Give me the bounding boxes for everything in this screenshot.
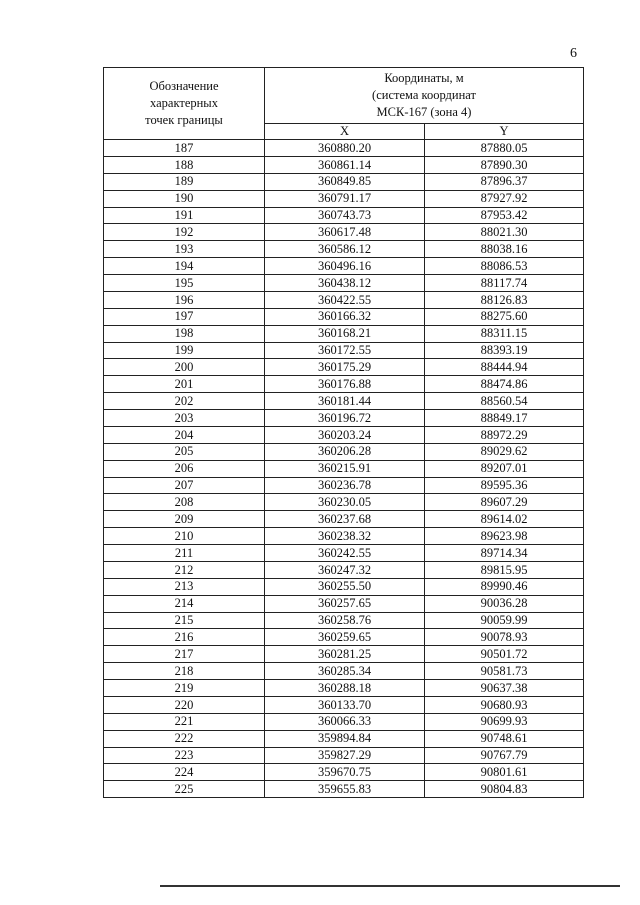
point-number-cell: 210 — [104, 528, 265, 545]
point-number-cell: 218 — [104, 663, 265, 680]
y-coordinate-cell: 88275.60 — [425, 308, 584, 325]
table-row — [104, 173, 584, 190]
table-row — [104, 730, 584, 747]
x-coordinate-cell: 360196.72 — [265, 410, 425, 427]
x-coordinate-cell: 360066.33 — [265, 713, 425, 730]
y-coordinate-cell: 88086.53 — [425, 258, 584, 275]
y-coordinate-cell: 87896.37 — [425, 173, 584, 190]
table-row — [104, 595, 584, 612]
x-coordinate-cell: 359655.83 — [265, 781, 425, 798]
y-coordinate-cell: 90801.61 — [425, 764, 584, 781]
table-row — [104, 713, 584, 730]
table-row — [104, 629, 584, 646]
y-coordinate-cell: 90748.61 — [425, 730, 584, 747]
y-coordinate-cell: 88444.94 — [425, 359, 584, 376]
table-row — [104, 561, 584, 578]
point-number-cell: 211 — [104, 545, 265, 562]
header-y: Y — [425, 124, 584, 140]
y-coordinate-cell: 90501.72 — [425, 646, 584, 663]
y-coordinate-cell: 89815.95 — [425, 561, 584, 578]
x-coordinate-cell: 360168.21 — [265, 325, 425, 342]
x-coordinate-cell: 360206.28 — [265, 443, 425, 460]
point-number-cell: 207 — [104, 477, 265, 494]
point-number-cell: 191 — [104, 207, 265, 224]
point-number-cell: 189 — [104, 173, 265, 190]
x-coordinate-cell: 360236.78 — [265, 477, 425, 494]
table-row — [104, 342, 584, 359]
table-row — [104, 443, 584, 460]
y-coordinate-cell: 90699.93 — [425, 713, 584, 730]
point-number-cell: 224 — [104, 764, 265, 781]
point-number-cell: 217 — [104, 646, 265, 663]
table-row — [104, 663, 584, 680]
table-row — [104, 190, 584, 207]
point-number-cell: 201 — [104, 376, 265, 393]
table-row — [104, 325, 584, 342]
y-coordinate-cell: 88972.29 — [425, 426, 584, 443]
point-number-cell: 221 — [104, 713, 265, 730]
y-coordinate-cell: 88393.19 — [425, 342, 584, 359]
table-body — [104, 140, 584, 798]
x-coordinate-cell: 360230.05 — [265, 494, 425, 511]
table-row — [104, 511, 584, 528]
x-coordinate-cell: 360288.18 — [265, 680, 425, 697]
x-coordinate-cell: 360203.24 — [265, 426, 425, 443]
point-number-cell: 199 — [104, 342, 265, 359]
table-row — [104, 494, 584, 511]
y-coordinate-cell: 89029.62 — [425, 443, 584, 460]
coordinates-table — [103, 67, 584, 798]
table-row — [104, 528, 584, 545]
y-coordinate-cell: 89614.02 — [425, 511, 584, 528]
point-number-cell: 205 — [104, 443, 265, 460]
x-coordinate-cell: 360257.65 — [265, 595, 425, 612]
x-coordinate-cell: 360791.17 — [265, 190, 425, 207]
table-row — [104, 140, 584, 157]
y-coordinate-cell: 89990.46 — [425, 578, 584, 595]
point-number-cell: 204 — [104, 426, 265, 443]
table-row — [104, 393, 584, 410]
y-coordinate-cell: 88038.16 — [425, 241, 584, 258]
x-coordinate-cell: 359670.75 — [265, 764, 425, 781]
point-number-cell: 195 — [104, 275, 265, 292]
y-coordinate-cell: 87880.05 — [425, 140, 584, 157]
table-row — [104, 477, 584, 494]
table-row — [104, 156, 584, 173]
point-number-cell: 220 — [104, 696, 265, 713]
y-coordinate-cell: 88117.74 — [425, 275, 584, 292]
y-coordinate-cell: 90680.93 — [425, 696, 584, 713]
table-row — [104, 612, 584, 629]
table-row — [104, 680, 584, 697]
y-coordinate-cell: 87890.30 — [425, 156, 584, 173]
y-coordinate-cell: 89607.29 — [425, 494, 584, 511]
page-number: 6 — [570, 46, 577, 61]
point-number-cell: 214 — [104, 595, 265, 612]
x-coordinate-cell: 360281.25 — [265, 646, 425, 663]
y-coordinate-cell: 87953.42 — [425, 207, 584, 224]
header-coordinates-line: (система координат — [372, 88, 476, 102]
y-coordinate-cell: 88021.30 — [425, 224, 584, 241]
y-coordinate-cell: 88311.15 — [425, 325, 584, 342]
table-row — [104, 646, 584, 663]
x-coordinate-cell: 360237.68 — [265, 511, 425, 528]
x-coordinate-cell: 360255.50 — [265, 578, 425, 595]
point-number-cell: 216 — [104, 629, 265, 646]
point-number-cell: 194 — [104, 258, 265, 275]
y-coordinate-cell: 90637.38 — [425, 680, 584, 697]
y-coordinate-cell: 90036.28 — [425, 595, 584, 612]
table-row — [104, 275, 584, 292]
x-coordinate-cell: 360259.65 — [265, 629, 425, 646]
table-row — [104, 376, 584, 393]
table-row — [104, 241, 584, 258]
point-number-cell: 196 — [104, 291, 265, 308]
x-coordinate-cell: 360496.16 — [265, 258, 425, 275]
table-row — [104, 207, 584, 224]
x-coordinate-cell: 360215.91 — [265, 460, 425, 477]
x-coordinate-cell: 360586.12 — [265, 241, 425, 258]
x-coordinate-cell: 360181.44 — [265, 393, 425, 410]
point-number-cell: 198 — [104, 325, 265, 342]
y-coordinate-cell: 87927.92 — [425, 190, 584, 207]
header-coordinates — [265, 68, 584, 124]
x-coordinate-cell: 360238.32 — [265, 528, 425, 545]
x-coordinate-cell: 360285.34 — [265, 663, 425, 680]
point-number-cell: 209 — [104, 511, 265, 528]
point-number-cell: 188 — [104, 156, 265, 173]
point-number-cell: 213 — [104, 578, 265, 595]
header-coordinates-line: МСК-167 (зона 4) — [376, 105, 472, 119]
header-points-line: Обозначение — [149, 79, 219, 93]
x-coordinate-cell: 360166.32 — [265, 308, 425, 325]
x-coordinate-cell: 360438.12 — [265, 275, 425, 292]
table-row — [104, 545, 584, 562]
footer-divider — [160, 885, 620, 887]
header-points-line: характерных — [150, 96, 218, 110]
table-row — [104, 578, 584, 595]
point-number-cell: 202 — [104, 393, 265, 410]
x-coordinate-cell: 360247.32 — [265, 561, 425, 578]
point-number-cell: 187 — [104, 140, 265, 157]
header-coordinates-line: Координаты, м — [384, 71, 464, 85]
point-number-cell: 197 — [104, 308, 265, 325]
x-coordinate-cell: 360175.29 — [265, 359, 425, 376]
x-coordinate-cell: 360861.14 — [265, 156, 425, 173]
point-number-cell: 203 — [104, 410, 265, 427]
point-number-cell: 208 — [104, 494, 265, 511]
x-coordinate-cell: 360176.88 — [265, 376, 425, 393]
point-number-cell: 190 — [104, 190, 265, 207]
table-row — [104, 359, 584, 376]
point-number-cell: 225 — [104, 781, 265, 798]
point-number-cell: 215 — [104, 612, 265, 629]
y-coordinate-cell: 90078.93 — [425, 629, 584, 646]
x-coordinate-cell: 360743.73 — [265, 207, 425, 224]
x-coordinate-cell: 359894.84 — [265, 730, 425, 747]
point-number-cell: 223 — [104, 747, 265, 764]
y-coordinate-cell: 90767.79 — [425, 747, 584, 764]
table-row — [104, 764, 584, 781]
point-number-cell: 200 — [104, 359, 265, 376]
x-coordinate-cell: 360258.76 — [265, 612, 425, 629]
table-row — [104, 747, 584, 764]
x-coordinate-cell: 360422.55 — [265, 291, 425, 308]
header-x: X — [265, 124, 425, 140]
x-coordinate-cell: 360242.55 — [265, 545, 425, 562]
x-coordinate-cell: 360617.48 — [265, 224, 425, 241]
x-coordinate-cell: 360172.55 — [265, 342, 425, 359]
x-coordinate-cell: 359827.29 — [265, 747, 425, 764]
table-row — [104, 781, 584, 798]
point-number-cell: 222 — [104, 730, 265, 747]
x-coordinate-cell: 360849.85 — [265, 173, 425, 190]
table-row — [104, 258, 584, 275]
point-number-cell: 219 — [104, 680, 265, 697]
point-number-cell: 212 — [104, 561, 265, 578]
table-row — [104, 410, 584, 427]
header-points — [104, 68, 265, 140]
table-row — [104, 696, 584, 713]
table-row — [104, 291, 584, 308]
y-coordinate-cell: 89623.98 — [425, 528, 584, 545]
point-number-cell: 206 — [104, 460, 265, 477]
y-coordinate-cell: 88849.17 — [425, 410, 584, 427]
table-row — [104, 460, 584, 477]
y-coordinate-cell: 88126.83 — [425, 291, 584, 308]
x-coordinate-cell: 360880.20 — [265, 140, 425, 157]
y-coordinate-cell: 88474.86 — [425, 376, 584, 393]
table-row — [104, 308, 584, 325]
y-coordinate-cell: 89595.36 — [425, 477, 584, 494]
table-row — [104, 224, 584, 241]
header-points-line: точек границы — [145, 113, 223, 127]
y-coordinate-cell: 90059.99 — [425, 612, 584, 629]
y-coordinate-cell: 88560.54 — [425, 393, 584, 410]
table-row — [104, 426, 584, 443]
point-number-cell: 192 — [104, 224, 265, 241]
y-coordinate-cell: 89207.01 — [425, 460, 584, 477]
y-coordinate-cell: 90581.73 — [425, 663, 584, 680]
point-number-cell: 193 — [104, 241, 265, 258]
y-coordinate-cell: 89714.34 — [425, 545, 584, 562]
y-coordinate-cell: 90804.83 — [425, 781, 584, 798]
x-coordinate-cell: 360133.70 — [265, 696, 425, 713]
